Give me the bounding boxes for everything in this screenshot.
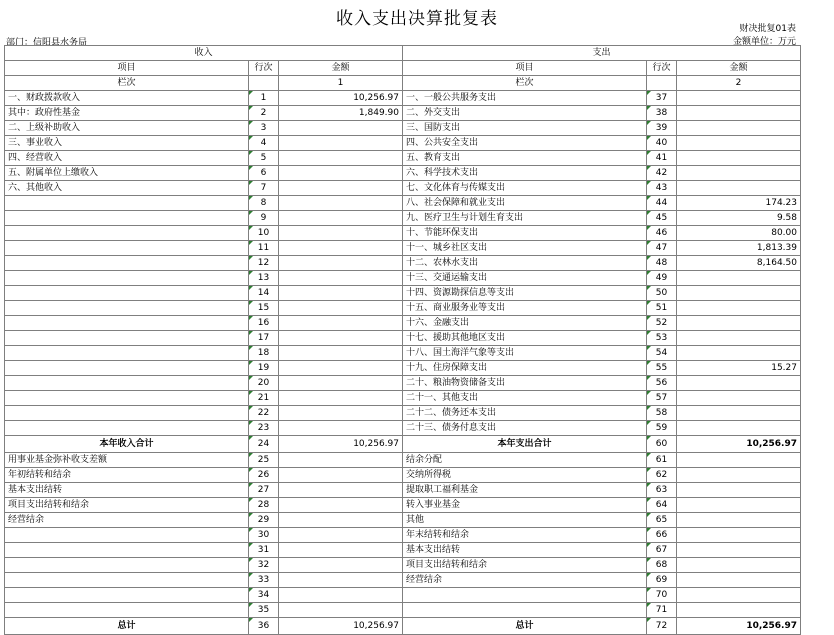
expense-line-cell: 54 — [647, 346, 677, 361]
income-amount-cell — [279, 196, 403, 211]
income-line-cell: 17 — [249, 331, 279, 346]
expense-item-cell: 转入事业基金 — [403, 498, 647, 513]
income-line-cell: 15 — [249, 301, 279, 316]
expense-item-cell: 七、文化体育与传媒支出 — [403, 181, 647, 196]
table-row — [5, 331, 801, 346]
expense-amount-cell — [677, 558, 801, 573]
income-item-cell: 四、经营收入 — [5, 151, 249, 166]
income-item-cell: 总计 — [5, 618, 249, 635]
expense-line-cell: 61 — [647, 453, 677, 468]
table-row — [5, 376, 801, 391]
income-line-cell: 6 — [249, 166, 279, 181]
expense-amount-cell — [677, 391, 801, 406]
income-line-cell: 33 — [249, 573, 279, 588]
expense-amount-cell: 174.23 — [677, 196, 801, 211]
expense-item-cell: 八、社会保障和就业支出 — [403, 196, 647, 211]
expense-item-cell: 年末结转和结余 — [403, 528, 647, 543]
income-line-cell: 24 — [249, 436, 279, 453]
income-line-cell: 14 — [249, 286, 279, 301]
expense-item-cell: 其他 — [403, 513, 647, 528]
amount-unit: 金额单位：万元 — [732, 37, 796, 47]
expense-line-cell: 38 — [647, 106, 677, 121]
income-line-cell: 31 — [249, 543, 279, 558]
income-item-cell: 项目支出结转和结余 — [5, 498, 249, 513]
income-item-cell — [5, 226, 249, 241]
income-amount-header: 金额 — [279, 61, 403, 76]
expense-amount-cell — [677, 286, 801, 301]
income-item-cell — [5, 528, 249, 543]
income-amount-cell — [279, 376, 403, 391]
income-amount-cell — [279, 588, 403, 603]
income-item-cell — [5, 241, 249, 256]
income-line-cell: 9 — [249, 211, 279, 226]
income-item-cell: 一、财政拨款收入 — [5, 91, 249, 106]
income-item-cell — [5, 391, 249, 406]
income-item-cell — [5, 211, 249, 226]
expense-line-cell: 66 — [647, 528, 677, 543]
expense-item-cell: 四、公共安全支出 — [403, 136, 647, 151]
income-amount-cell — [279, 136, 403, 151]
expense-item-cell: 十六、金融支出 — [403, 316, 647, 331]
income-amount-cell — [279, 286, 403, 301]
expense-item-cell: 十七、援助其他地区支出 — [403, 331, 647, 346]
income-item-cell: 六、其他收入 — [5, 181, 249, 196]
expense-amount-cell — [677, 573, 801, 588]
table-row — [5, 136, 801, 151]
expense-line-cell: 47 — [647, 241, 677, 256]
expense-amount-cell — [677, 588, 801, 603]
income-item-cell — [5, 196, 249, 211]
income-item-cell: 用事业基金弥补收支差额 — [5, 453, 249, 468]
table-row — [5, 406, 801, 421]
income-amount-cell — [279, 121, 403, 136]
income-amount-cell — [279, 468, 403, 483]
expense-amount-cell — [677, 301, 801, 316]
table-row — [5, 151, 801, 166]
income-line-cell: 12 — [249, 256, 279, 271]
table-row — [5, 181, 801, 196]
expense-item-cell: 二、外交支出 — [403, 106, 647, 121]
income-line-cell: 8 — [249, 196, 279, 211]
expense-line-header: 行次 — [647, 61, 677, 76]
table-row — [5, 286, 801, 301]
income-line-cell: 16 — [249, 316, 279, 331]
income-amount-cell — [279, 453, 403, 468]
expense-amount-cell — [677, 513, 801, 528]
income-line-cell: 27 — [249, 483, 279, 498]
expense-amount-cell — [677, 121, 801, 136]
expense-line-cell: 65 — [647, 513, 677, 528]
page-title: 收入支出决算批复表 — [336, 9, 498, 29]
income-line-cell: 13 — [249, 271, 279, 286]
income-amount-cell — [279, 558, 403, 573]
income-colno-value: 1 — [279, 76, 403, 91]
income-amount-cell — [279, 256, 403, 271]
table-row — [5, 498, 801, 513]
expense-item-cell: 五、教育支出 — [403, 151, 647, 166]
income-amount-cell — [279, 316, 403, 331]
expense-line-cell: 62 — [647, 468, 677, 483]
expense-amount-cell — [677, 468, 801, 483]
expense-line-cell: 44 — [647, 196, 677, 211]
expense-item-cell: 总计 — [403, 618, 647, 635]
income-item-cell — [5, 588, 249, 603]
income-amount-cell: 1,849.90 — [279, 106, 403, 121]
expense-header: 支出 — [403, 46, 801, 61]
table-row — [5, 543, 801, 558]
income-amount-cell — [279, 361, 403, 376]
expense-amount-cell — [677, 331, 801, 346]
budget-table — [4, 45, 801, 635]
income-item-cell — [5, 406, 249, 421]
income-line-cell: 28 — [249, 498, 279, 513]
income-item-cell: 基本支出结转 — [5, 483, 249, 498]
expense-item-cell: 十五、商业服务业等支出 — [403, 301, 647, 316]
income-line-cell: 3 — [249, 121, 279, 136]
expense-amount-cell — [677, 498, 801, 513]
expense-item-cell: 项目支出结转和结余 — [403, 558, 647, 573]
table-row — [5, 588, 801, 603]
expense-amount-cell — [677, 316, 801, 331]
income-line-cell: 2 — [249, 106, 279, 121]
income-line-cell: 11 — [249, 241, 279, 256]
income-amount-cell — [279, 421, 403, 436]
income-amount-cell — [279, 331, 403, 346]
income-colno-blank — [249, 76, 279, 91]
expense-item-cell: 二十二、债务还本支出 — [403, 406, 647, 421]
table-row — [5, 121, 801, 136]
income-line-cell: 35 — [249, 603, 279, 618]
expense-line-cell: 41 — [647, 151, 677, 166]
income-line-header: 行次 — [249, 61, 279, 76]
expense-item-cell: 交纳所得税 — [403, 468, 647, 483]
table-row — [5, 603, 801, 618]
expense-line-cell: 48 — [647, 256, 677, 271]
expense-amount-cell — [677, 271, 801, 286]
table-row — [5, 346, 801, 361]
expense-line-cell: 42 — [647, 166, 677, 181]
expense-amount-cell — [677, 346, 801, 361]
income-amount-cell — [279, 211, 403, 226]
income-line-cell: 21 — [249, 391, 279, 406]
income-item-cell — [5, 361, 249, 376]
income-line-cell: 32 — [249, 558, 279, 573]
table-row — [5, 316, 801, 331]
expense-line-cell: 57 — [647, 391, 677, 406]
income-amount-cell — [279, 151, 403, 166]
expense-item-cell: 十四、资源勘探信息等支出 — [403, 286, 647, 301]
expense-line-cell: 39 — [647, 121, 677, 136]
expense-amount-cell: 9.58 — [677, 211, 801, 226]
table-row — [5, 271, 801, 286]
expense-amount-cell — [677, 421, 801, 436]
expense-line-cell: 56 — [647, 376, 677, 391]
expense-item-cell: 本年支出合计 — [403, 436, 647, 453]
expense-line-cell: 60 — [647, 436, 677, 453]
table-row — [5, 528, 801, 543]
income-line-cell: 25 — [249, 453, 279, 468]
expense-line-cell: 52 — [647, 316, 677, 331]
expense-line-cell: 45 — [647, 211, 677, 226]
income-line-cell: 10 — [249, 226, 279, 241]
expense-amount-cell — [677, 91, 801, 106]
expense-line-cell: 58 — [647, 406, 677, 421]
table-row — [5, 241, 801, 256]
income-line-cell: 20 — [249, 376, 279, 391]
income-line-cell: 19 — [249, 361, 279, 376]
expense-amount-cell: 8,164.50 — [677, 256, 801, 271]
income-item-cell — [5, 573, 249, 588]
table-row — [5, 106, 801, 121]
expense-item-cell: 提取职工福利基金 — [403, 483, 647, 498]
expense-item-cell — [403, 588, 647, 603]
expense-amount-cell — [677, 376, 801, 391]
expense-line-cell: 71 — [647, 603, 677, 618]
income-item-cell — [5, 421, 249, 436]
income-amount-cell — [279, 346, 403, 361]
income-line-cell: 34 — [249, 588, 279, 603]
income-item-cell — [5, 346, 249, 361]
expense-item-cell — [403, 603, 647, 618]
income-item-cell — [5, 301, 249, 316]
income-amount-cell — [279, 391, 403, 406]
expense-line-cell: 67 — [647, 543, 677, 558]
table-row — [5, 166, 801, 181]
income-amount-cell — [279, 603, 403, 618]
table-row — [5, 421, 801, 436]
expense-item-cell: 经营结余 — [403, 573, 647, 588]
income-item-cell — [5, 376, 249, 391]
income-colno-label: 栏次 — [5, 76, 249, 91]
expense-item-cell: 一、一般公共服务支出 — [403, 91, 647, 106]
expense-item-cell: 十、节能环保支出 — [403, 226, 647, 241]
income-item-cell: 本年收入合计 — [5, 436, 249, 453]
expense-item-cell: 六、科学技术支出 — [403, 166, 647, 181]
expense-line-cell: 51 — [647, 301, 677, 316]
income-line-cell: 26 — [249, 468, 279, 483]
income-line-cell: 18 — [249, 346, 279, 361]
expense-amount-cell — [677, 106, 801, 121]
expense-line-cell: 63 — [647, 483, 677, 498]
expense-item-cell: 基本支出结转 — [403, 543, 647, 558]
income-item-cell — [5, 316, 249, 331]
income-amount-cell — [279, 483, 403, 498]
income-item-cell — [5, 603, 249, 618]
income-item-cell — [5, 558, 249, 573]
expense-item-cell: 二十一、其他支出 — [403, 391, 647, 406]
expense-amount-cell: 10,256.97 — [677, 436, 801, 453]
income-amount-cell — [279, 513, 403, 528]
expense-colno-blank — [647, 76, 677, 91]
income-amount-cell — [279, 271, 403, 286]
expense-line-cell: 59 — [647, 421, 677, 436]
expense-item-cell: 三、国防支出 — [403, 121, 647, 136]
table-row — [5, 468, 801, 483]
table-row — [5, 256, 801, 271]
income-amount-cell — [279, 573, 403, 588]
table-row — [5, 361, 801, 376]
income-line-cell: 23 — [249, 421, 279, 436]
income-amount-cell — [279, 528, 403, 543]
table-row — [5, 513, 801, 528]
expense-amount-cell: 10,256.97 — [677, 618, 801, 635]
income-amount-cell — [279, 498, 403, 513]
income-amount-cell — [279, 241, 403, 256]
income-line-cell: 36 — [249, 618, 279, 635]
form-number: 财决批复01表 — [739, 24, 796, 34]
expense-amount-cell — [677, 136, 801, 151]
expense-item-cell: 十三、交通运输支出 — [403, 271, 647, 286]
income-item-cell: 二、上级补助收入 — [5, 121, 249, 136]
expense-line-cell: 40 — [647, 136, 677, 151]
table-row — [5, 211, 801, 226]
income-item-cell — [5, 286, 249, 301]
table-row — [5, 196, 801, 211]
expense-amount-cell — [677, 543, 801, 558]
expense-amount-cell — [677, 151, 801, 166]
expense-line-cell: 55 — [647, 361, 677, 376]
income-item-cell — [5, 271, 249, 286]
income-amount-cell — [279, 406, 403, 421]
income-item-cell: 年初结转和结余 — [5, 468, 249, 483]
expense-amount-cell — [677, 181, 801, 196]
income-line-cell: 22 — [249, 406, 279, 421]
income-line-cell: 4 — [249, 136, 279, 151]
income-amount-cell — [279, 543, 403, 558]
expense-amount-cell — [677, 406, 801, 421]
income-line-cell: 5 — [249, 151, 279, 166]
table-row — [5, 618, 801, 635]
expense-line-cell: 50 — [647, 286, 677, 301]
income-item-cell: 经营结余 — [5, 513, 249, 528]
expense-amount-cell — [677, 166, 801, 181]
table-row — [5, 226, 801, 241]
income-item-cell: 三、事业收入 — [5, 136, 249, 151]
table-row — [5, 453, 801, 468]
table-row — [5, 301, 801, 316]
income-item-cell — [5, 543, 249, 558]
expense-line-cell: 49 — [647, 271, 677, 286]
income-line-cell: 1 — [249, 91, 279, 106]
income-item-cell: 其中：政府性基金 — [5, 106, 249, 121]
expense-item-cell: 二十、粮油物资储备支出 — [403, 376, 647, 391]
income-amount-cell — [279, 301, 403, 316]
expense-item-cell: 十二、农林水支出 — [403, 256, 647, 271]
expense-amount-cell — [677, 528, 801, 543]
income-amount-cell — [279, 166, 403, 181]
department-label: 部门：信阳县水务局 — [6, 38, 88, 48]
expense-amount-cell — [677, 453, 801, 468]
table-row — [5, 558, 801, 573]
income-amount-cell: 10,256.97 — [279, 436, 403, 453]
expense-colno-value: 2 — [677, 76, 801, 91]
expense-line-cell: 72 — [647, 618, 677, 635]
expense-item-header: 项目 — [403, 61, 647, 76]
income-item-cell — [5, 331, 249, 346]
expense-amount-cell: 80.00 — [677, 226, 801, 241]
expense-amount-cell: 15.27 — [677, 361, 801, 376]
expense-amount-cell — [677, 483, 801, 498]
income-amount-cell: 10,256.97 — [279, 91, 403, 106]
expense-line-cell: 68 — [647, 558, 677, 573]
expense-colno-label: 栏次 — [403, 76, 647, 91]
table-row — [5, 483, 801, 498]
expense-amount-cell — [677, 603, 801, 618]
income-line-cell: 7 — [249, 181, 279, 196]
income-amount-cell — [279, 226, 403, 241]
table-row — [5, 91, 801, 106]
income-header: 收入 — [5, 46, 403, 61]
expense-amount-header: 金额 — [677, 61, 801, 76]
expense-amount-cell: 1,813.39 — [677, 241, 801, 256]
income-line-cell: 29 — [249, 513, 279, 528]
expense-line-cell: 70 — [647, 588, 677, 603]
expense-line-cell: 43 — [647, 181, 677, 196]
income-item-cell: 五、附属单位上缴收入 — [5, 166, 249, 181]
expense-item-cell: 九、医疗卫生与计划生育支出 — [403, 211, 647, 226]
expense-line-cell: 46 — [647, 226, 677, 241]
income-amount-cell: 10,256.97 — [279, 618, 403, 635]
table-row — [5, 391, 801, 406]
table-row — [5, 573, 801, 588]
expense-item-cell: 十八、国土海洋气象等支出 — [403, 346, 647, 361]
expense-item-cell: 结余分配 — [403, 453, 647, 468]
expense-item-cell: 二十三、债务付息支出 — [403, 421, 647, 436]
expense-line-cell: 64 — [647, 498, 677, 513]
expense-line-cell: 53 — [647, 331, 677, 346]
expense-line-cell: 69 — [647, 573, 677, 588]
expense-line-cell: 37 — [647, 91, 677, 106]
income-item-cell — [5, 256, 249, 271]
expense-item-cell: 十一、城乡社区支出 — [403, 241, 647, 256]
table-row — [5, 436, 801, 453]
expense-item-cell: 十九、住房保障支出 — [403, 361, 647, 376]
income-line-cell: 30 — [249, 528, 279, 543]
income-amount-cell — [279, 181, 403, 196]
income-item-header: 项目 — [5, 61, 249, 76]
